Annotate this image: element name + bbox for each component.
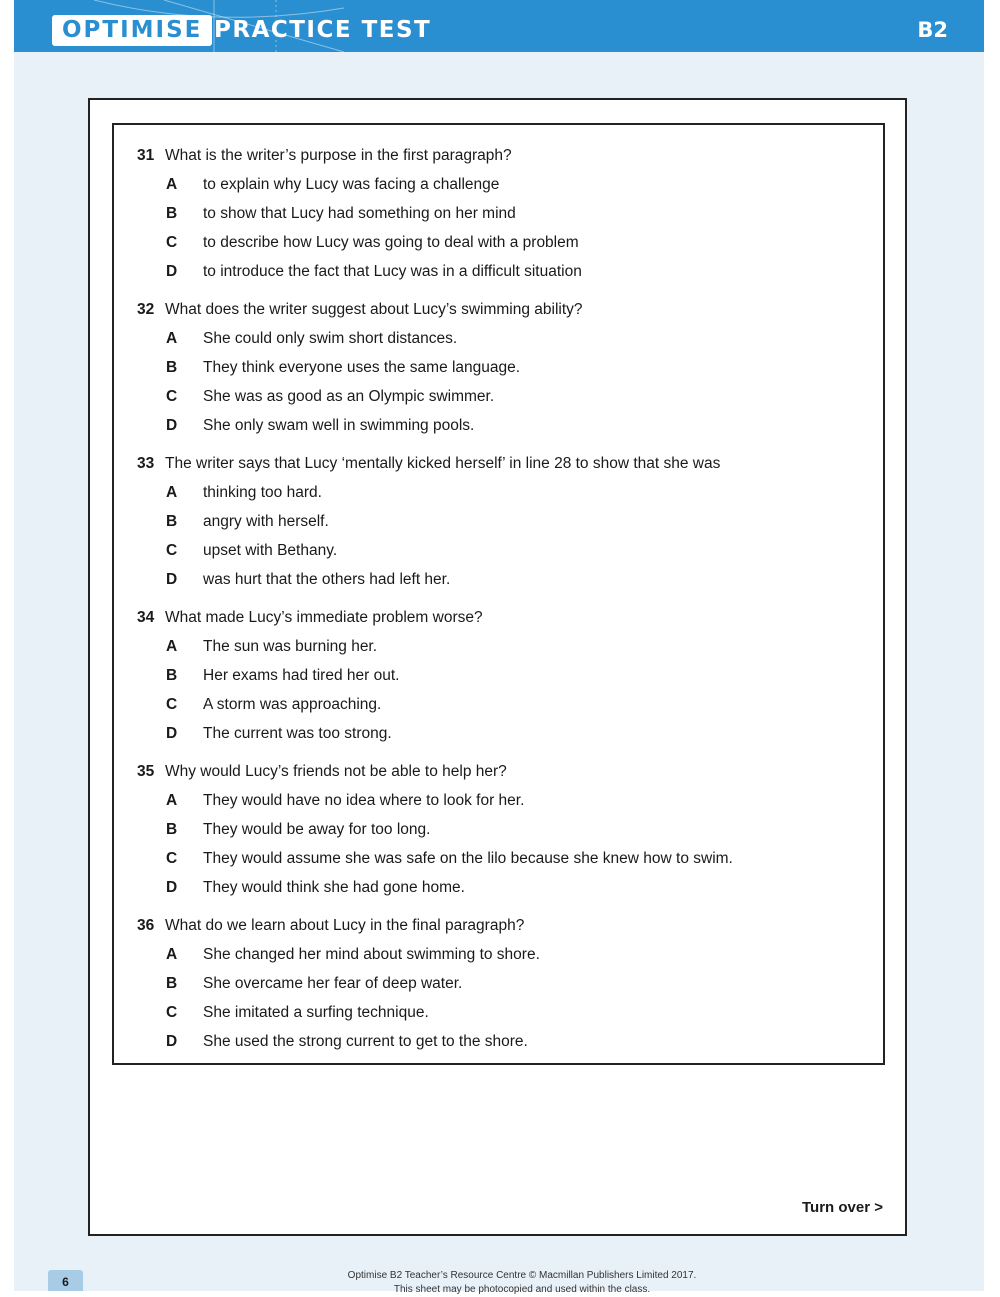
- option-text: They would think she had gone home.: [203, 879, 465, 896]
- question-text: What do we learn about Lucy in the final paragraph?: [165, 917, 525, 934]
- level-badge: B2: [917, 18, 948, 42]
- option-text: The current was too strong.: [203, 725, 392, 742]
- answer-option[interactable]: [137, 940, 873, 969]
- question-32: [137, 295, 873, 440]
- answer-option[interactable]: [137, 507, 873, 536]
- option-text: A storm was approaching.: [203, 696, 382, 713]
- option-letter: B: [166, 667, 178, 684]
- option-text: The sun was burning her.: [203, 638, 378, 655]
- question-number: 36: [137, 917, 155, 934]
- option-text: was hurt that the others had left her.: [203, 571, 451, 588]
- option-letter: B: [166, 205, 178, 222]
- question-stem: [137, 603, 873, 632]
- option-letter: A: [166, 176, 178, 193]
- question-text: Why would Lucy’s friends not be able to help her?: [165, 763, 507, 780]
- option-letter: B: [166, 513, 178, 530]
- option-text: She imitated a surfing technique.: [203, 1004, 429, 1021]
- option-letter: C: [166, 234, 178, 251]
- footer-permission: This sheet may be photocopied and used within the class.: [393, 1284, 651, 1295]
- answer-option[interactable]: [137, 719, 873, 748]
- option-letter: D: [166, 725, 178, 742]
- option-text: She overcame her fear of deep water.: [203, 975, 463, 992]
- option-text: Her exams had tired her out.: [203, 667, 400, 684]
- option-text: She only swam well in swimming pools.: [203, 417, 475, 434]
- question-stem: [137, 911, 873, 940]
- question-stem: [137, 757, 873, 786]
- option-letter: A: [166, 946, 178, 963]
- question-list: [137, 141, 873, 1065]
- question-31: [137, 141, 873, 286]
- question-text: What made Lucy’s immediate problem worse?: [165, 609, 483, 626]
- answer-option[interactable]: [137, 786, 873, 815]
- option-letter: A: [166, 484, 178, 501]
- option-letter: B: [166, 359, 178, 376]
- answer-option[interactable]: [137, 228, 873, 257]
- question-text: What does the writer suggest about Lucy’s swimming ability?: [165, 301, 583, 318]
- option-text: She was as good as an Olympic swimmer.: [203, 388, 495, 405]
- footer-copyright: Optimise B2 Teacher’s Resource Centre © Macmillan Publishers Limited 2017.: [347, 1270, 697, 1281]
- answer-option[interactable]: [137, 324, 873, 353]
- option-letter: B: [166, 821, 178, 838]
- option-text: They would assume she was safe on the lilo because she knew how to swim.: [203, 850, 733, 867]
- option-text: She could only swim short distances.: [203, 330, 458, 347]
- option-text: She changed her mind about swimming to shore.: [203, 946, 540, 963]
- option-text: angry with herself.: [203, 513, 329, 530]
- option-text: They think everyone uses the same language.: [203, 359, 521, 376]
- question-number: 32: [137, 301, 155, 318]
- option-text: to introduce the fact that Lucy was in a difficult situation: [203, 263, 582, 280]
- brand-logo: OPTIMISE: [52, 15, 212, 46]
- question-34: [137, 603, 873, 748]
- answer-option[interactable]: [137, 411, 873, 440]
- question-text: The writer says that Lucy ‘mentally kicked herself’ in line 28 to show that she was: [165, 455, 721, 472]
- question-number: 33: [137, 455, 155, 472]
- option-letter: A: [166, 792, 178, 809]
- page-number: 6: [48, 1270, 83, 1291]
- option-letter: B: [166, 975, 178, 992]
- answer-option[interactable]: [137, 632, 873, 661]
- answer-option[interactable]: [137, 382, 873, 411]
- option-letter: C: [166, 696, 178, 713]
- answer-option[interactable]: [137, 257, 873, 286]
- option-text: thinking too hard.: [203, 484, 322, 501]
- answer-option[interactable]: [137, 565, 873, 594]
- answer-option[interactable]: [137, 873, 873, 902]
- question-33: [137, 449, 873, 594]
- option-letter: D: [166, 263, 178, 280]
- answer-option[interactable]: [137, 199, 873, 228]
- question-number: 35: [137, 763, 155, 780]
- option-text: upset with Bethany.: [203, 542, 338, 559]
- question-stem: [137, 141, 873, 170]
- option-letter: A: [166, 638, 178, 655]
- option-letter: D: [166, 417, 178, 434]
- question-box: [112, 123, 885, 1065]
- option-letter: C: [166, 850, 178, 867]
- turn-over-label: Turn over >: [802, 1199, 883, 1216]
- answer-option[interactable]: [137, 969, 873, 998]
- option-letter: A: [166, 330, 178, 347]
- option-letter: D: [166, 1033, 178, 1050]
- answer-option[interactable]: [137, 690, 873, 719]
- answer-option[interactable]: [137, 815, 873, 844]
- option-text: to describe how Lucy was going to deal with a problem: [203, 234, 579, 251]
- header-bar: [14, 0, 984, 52]
- answer-option[interactable]: [137, 353, 873, 382]
- answer-option[interactable]: [137, 478, 873, 507]
- option-text: to show that Lucy had something on her mind: [203, 205, 516, 222]
- option-letter: D: [166, 571, 178, 588]
- option-text: to explain why Lucy was facing a challenge: [203, 176, 500, 193]
- option-text: She used the strong current to get to the shore.: [203, 1033, 528, 1050]
- answer-option[interactable]: [137, 1027, 873, 1056]
- answer-option[interactable]: [137, 661, 873, 690]
- option-letter: C: [166, 388, 178, 405]
- option-text: They would be away for too long.: [203, 821, 431, 838]
- question-35: [137, 757, 873, 902]
- question-text: What is the writer’s purpose in the first paragraph?: [165, 147, 512, 164]
- question-36: [137, 911, 873, 1056]
- question-stem: [137, 449, 873, 478]
- question-stem: [137, 295, 873, 324]
- question-number: 31: [137, 147, 155, 164]
- option-letter: C: [166, 1004, 178, 1021]
- question-number: 34: [137, 609, 155, 626]
- answer-option[interactable]: [137, 844, 873, 873]
- answer-option[interactable]: [137, 170, 873, 199]
- answer-option[interactable]: [137, 536, 873, 565]
- answer-option[interactable]: [137, 998, 873, 1027]
- option-text: They would have no idea where to look for her.: [203, 792, 525, 809]
- header-title: PRACTICE TEST: [214, 17, 432, 43]
- option-letter: D: [166, 879, 178, 896]
- option-letter: C: [166, 542, 178, 559]
